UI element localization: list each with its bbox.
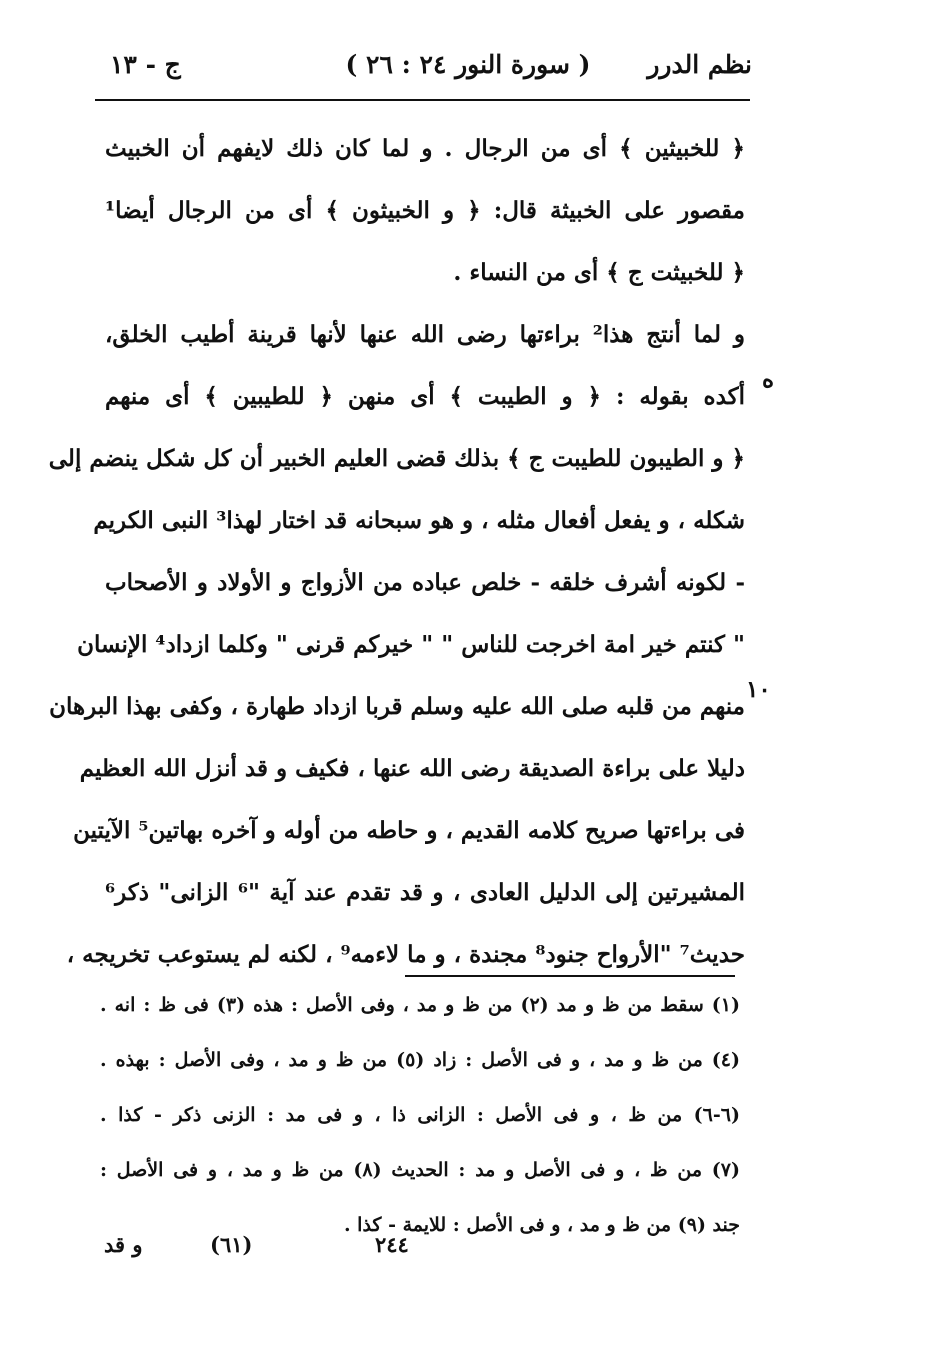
header-rule <box>95 99 750 101</box>
main-text <box>48 118 745 986</box>
text-line: - لكونه أشرف خلقه - خلص عباده من الأزواج و الأولاد و الأصحاب <box>105 569 745 596</box>
text-line: فى براءتها صريح كلامه القديم ، و حاطه من أوله و آخره بهاتين⁵ الآيتين <box>73 817 745 844</box>
footnote-line: جند (٩) من ظ و مد ، و فى الأصل : للايمة - كذا . <box>343 1214 740 1236</box>
running-head-volume: ج - ١٣ <box>110 50 181 79</box>
footnote-line: (٧) من ظ ، و فى الأصل و مد : الحديث (٨) من ظ و مد ، و فى الأصل : <box>100 1159 740 1181</box>
text-line: منهم من قلبه صلى الله عليه وسلم قربا ازداد طهارة ، وكفى بهذا البرهان <box>49 693 745 720</box>
footnote-line: (١) سقط من ظ و مد (٢) من ظ و مد ، وفى الأصل : هذه (٣) فى ظ : انه . <box>100 994 740 1016</box>
text-line: ﴿ للخبيثين ﴾ أى من الرجال . و لما كان ذلك لايفهم أن الخبيث <box>105 135 745 162</box>
footnote-rule <box>405 975 735 977</box>
text-line: أكده بقوله : ﴿ و الطيبت ﴾ أى منهن ﴿ للطيبين ﴾ أى منهم <box>105 383 745 410</box>
page-number: ٢٤٤ <box>375 1232 409 1257</box>
footnotes <box>100 978 740 1253</box>
text-line: ﴿ للخبيثت ج ﴾ أى من النساء . <box>453 259 745 286</box>
text-line: دليلا على براءة الصديقة رضى الله عنها ، فكيف و قد أنزل الله العظيم <box>79 755 745 782</box>
running-head-surah-reference: ( سورة النور ٢٤ : ٢٦ ) <box>345 50 591 79</box>
text-line: " كنتم خير امة اخرجت للناس " " خيركم قرنى " وكلما ازداد⁴ الإنسان <box>77 631 745 658</box>
line-number-marker-10: ١٠ <box>746 676 771 703</box>
running-head-book-title: نظم الدرر <box>647 50 752 79</box>
text-line: ﴿ و الطيبون للطيبت ج ﴾ بذلك قضى العليم الخبير أن كل شكل ينضم إلى <box>48 445 745 472</box>
text-line: و لما أنتج هذا² براءتها رضى الله عنها لأنها قرينة أطيب الخلق، <box>105 321 745 348</box>
text-line: المشيرتين إلى الدليل العادى ، و قد تقدم عند آية "⁶ الزانى" ذكر⁶ <box>105 879 745 906</box>
catchword: و قد <box>104 1232 143 1257</box>
text-line: شكله ، و يفعل أفعال مثله ، و هو سبحانه قد اختار لهذا³ النبى الكريم <box>93 507 745 534</box>
text-line: مقصور على الخبيثة قال: ﴿ و الخبيثون ﴾ أى من الرجال أيضا¹ <box>105 197 745 224</box>
footnote-line: (٤) من ظ و مد ، و فى الأصل : زاد (٥) من ظ و مد ، وفى الأصل : بهذه . <box>100 1049 741 1071</box>
text-line: حديث⁷ "الأرواح جنود⁸ مجندة ، و ما لاءمه⁹ ، لكنه لم يستوعب تخريجه ، <box>66 941 745 968</box>
line-number-marker-5: ه <box>762 366 775 393</box>
signature-mark: (٦١) <box>210 1232 253 1257</box>
footnote-line: (٦-٦) من ظ ، و فى الأصل : الزانى ذا ، و فى مد : الزنى ذكر - كذا . <box>100 1104 740 1126</box>
